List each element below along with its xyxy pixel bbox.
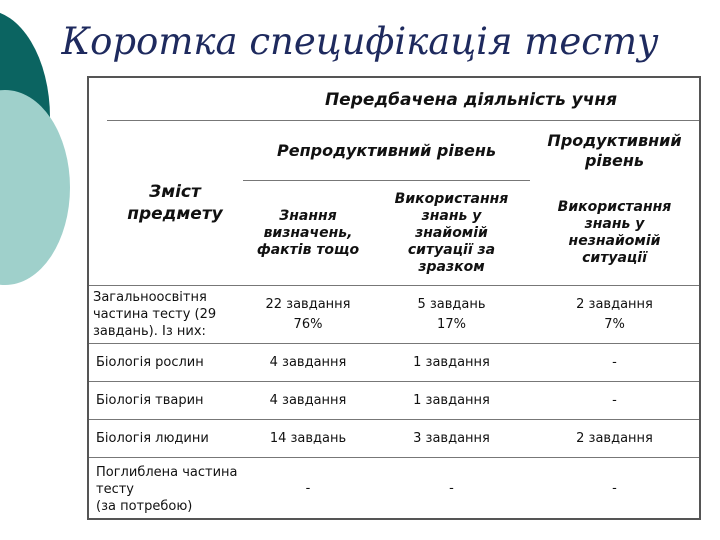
header-subject: Зміст предмету xyxy=(127,182,223,224)
row-5-reproductive-knowledge: - xyxy=(305,480,311,496)
row-5-label: Поглиблена частина тесту (за потребою) xyxy=(96,465,238,514)
row-2-reproductive-use: 1 завдання xyxy=(413,355,490,370)
page-title: Коротка специфікація тесту xyxy=(61,20,659,63)
row-4-productive: 2 завдання xyxy=(576,431,653,446)
row-1-reproductive-knowledge: 22 завдання 76% xyxy=(265,296,351,332)
header-use-familiar: Використання знань у знайомій ситуації за зразком xyxy=(394,190,509,275)
row-3-productive: - xyxy=(612,393,617,408)
row-2-productive: - xyxy=(612,355,617,370)
row-2-reproductive-knowledge: 4 завдання xyxy=(269,355,347,370)
header-productive-level: Продуктивний рівень xyxy=(547,130,682,170)
row-3-reproductive-knowledge: 4 завдання xyxy=(269,393,347,408)
light-circle-shape xyxy=(0,90,70,285)
header-knowledge: Знання визначень, фактів тощо xyxy=(256,207,360,258)
row-3-label: Біологія тварин xyxy=(96,393,204,408)
row-2-label: Біологія рослин xyxy=(96,355,204,370)
row-4-reproductive-use: 3 завдання xyxy=(413,431,490,446)
header-reproductive-level: Репродуктивний рівень xyxy=(276,141,497,160)
header-use-unfamiliar: Використання знань у незнайомій ситуації xyxy=(557,199,672,266)
row-4-reproductive-knowledge: 14 завдань xyxy=(269,431,347,446)
row-1-productive: 2 завдання 7% xyxy=(576,296,653,332)
row-3-reproductive-use: 1 завдання xyxy=(413,393,490,408)
row-1-label: Загальноосвітня частина тесту (29 завдань). Із них: xyxy=(93,290,217,339)
header-activity: Передбачена діяльність учня xyxy=(324,90,618,110)
row-1-reproductive-use: 5 завдань 17% xyxy=(417,296,486,332)
row-5-reproductive-use: - xyxy=(449,480,454,496)
row-4-label: Біологія людини xyxy=(96,431,209,446)
row-5-productive: - xyxy=(612,480,617,496)
